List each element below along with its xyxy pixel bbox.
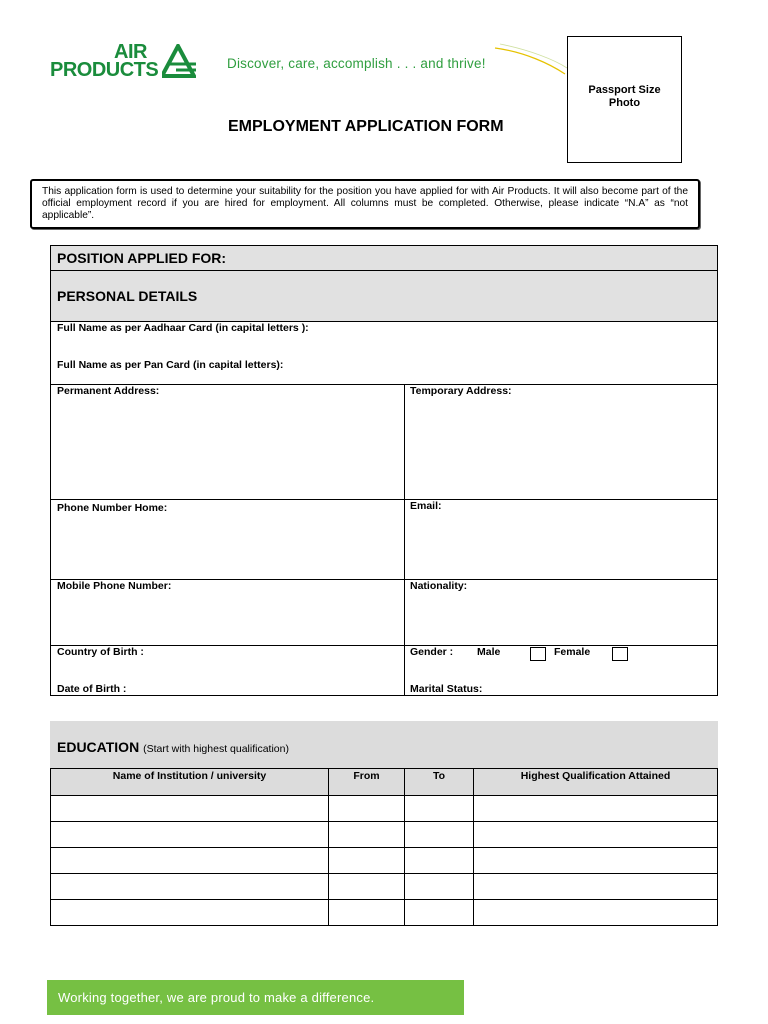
edu-row-4-qualification-cell[interactable] bbox=[473, 873, 718, 900]
position-applied-label: POSITION APPLIED FOR: bbox=[57, 250, 227, 266]
birth-details-field[interactable] bbox=[50, 645, 405, 696]
edu-row-4-institution-cell[interactable] bbox=[50, 873, 329, 900]
edu-col-to: To bbox=[404, 768, 474, 796]
passport-photo-box: Passport Size Photo bbox=[567, 36, 682, 163]
edu-row-2-qualification-cell[interactable] bbox=[473, 821, 718, 848]
edu-row-5-qualification-cell[interactable] bbox=[473, 899, 718, 926]
gender-male-checkbox[interactable] bbox=[530, 647, 546, 661]
gender-marital-field[interactable] bbox=[404, 645, 718, 696]
full-name-field[interactable] bbox=[50, 321, 718, 385]
marital-status-label: Marital Status: bbox=[410, 683, 483, 695]
edu-row-4-to-cell[interactable] bbox=[404, 873, 474, 900]
full-name-pan-label: Full Name as per Pan Card (in capital letters): bbox=[57, 359, 284, 371]
personal-details-title: PERSONAL DETAILS bbox=[57, 288, 198, 304]
mobile-phone-field[interactable] bbox=[50, 579, 405, 646]
intro-notice: This application form is used to determine your suitability for the position you have applied for with Air Products. It will also become part of the official employment record if you are hired for employment. All columns must be completed. Otherwise, please indicate “N.A” as “not applicable”. bbox=[30, 179, 700, 229]
edu-row-2-to-cell[interactable] bbox=[404, 821, 474, 848]
edu-row-5-institution-cell[interactable] bbox=[50, 899, 329, 926]
edu-row-1-to-cell[interactable] bbox=[404, 795, 474, 822]
air-products-logo bbox=[50, 41, 200, 84]
email-label: Email: bbox=[410, 500, 442, 512]
edu-row-4-from-cell[interactable] bbox=[328, 873, 405, 900]
footer-tagline-band bbox=[47, 980, 464, 1015]
edu-row-3-institution-cell[interactable] bbox=[50, 847, 329, 874]
edu-row-5-from-cell[interactable] bbox=[328, 899, 405, 926]
edu-row-1-institution-cell[interactable] bbox=[50, 795, 329, 822]
logo-triangle-icon bbox=[162, 44, 196, 78]
logo-text-air: AIR bbox=[114, 41, 147, 63]
gender-label: Gender : bbox=[410, 646, 454, 658]
country-of-birth-label: Country of Birth : bbox=[57, 646, 144, 658]
page-title: EMPLOYMENT APPLICATION FORM bbox=[228, 118, 504, 135]
nationality-label: Nationality: bbox=[410, 580, 468, 592]
email-field[interactable] bbox=[404, 499, 718, 580]
temporary-address-label: Temporary Address: bbox=[410, 385, 512, 397]
permanent-address-field[interactable] bbox=[50, 384, 405, 500]
edu-row-3-to-cell[interactable] bbox=[404, 847, 474, 874]
personal-details-header bbox=[50, 270, 718, 322]
education-subtitle: (Start with highest qualification) bbox=[143, 743, 289, 755]
date-of-birth-label: Date of Birth : bbox=[57, 683, 127, 695]
company-slogan: Discover, care, accomplish . . . and thrive! bbox=[227, 56, 486, 71]
nationality-field[interactable] bbox=[404, 579, 718, 646]
edu-row-3-from-cell[interactable] bbox=[328, 847, 405, 874]
edu-row-5-to-cell[interactable] bbox=[404, 899, 474, 926]
logo-text-products: PRODUCTS bbox=[50, 59, 159, 81]
full-name-aadhaar-label: Full Name as per Aadhaar Card (in capital letters ): bbox=[57, 322, 309, 334]
edu-row-1-qualification-cell[interactable] bbox=[473, 795, 718, 822]
permanent-address-label: Permanent Address: bbox=[57, 385, 160, 397]
gender-female-label: Female bbox=[554, 646, 591, 658]
footer-tagline: Working together, we are proud to make a difference. bbox=[58, 990, 375, 1005]
education-header bbox=[50, 721, 718, 768]
gender-male-label: Male bbox=[477, 646, 501, 658]
education-title-text: EDUCATION bbox=[57, 739, 140, 755]
edu-row-1-from-cell[interactable] bbox=[328, 795, 405, 822]
phone-home-label: Phone Number Home: bbox=[57, 502, 168, 514]
edu-col-qualification: Highest Qualification Attained bbox=[473, 768, 718, 796]
education-title bbox=[57, 739, 289, 755]
edu-col-institution: Name of Institution / university bbox=[50, 768, 329, 796]
edu-row-2-institution-cell[interactable] bbox=[50, 821, 329, 848]
edu-row-2-from-cell[interactable] bbox=[328, 821, 405, 848]
edu-row-3-qualification-cell[interactable] bbox=[473, 847, 718, 874]
gender-female-checkbox[interactable] bbox=[612, 647, 628, 661]
position-applied-row[interactable] bbox=[50, 245, 718, 271]
temporary-address-field[interactable] bbox=[404, 384, 718, 500]
edu-col-from: From bbox=[328, 768, 405, 796]
phone-home-field[interactable] bbox=[50, 499, 405, 580]
mobile-phone-label: Mobile Phone Number: bbox=[57, 580, 172, 592]
